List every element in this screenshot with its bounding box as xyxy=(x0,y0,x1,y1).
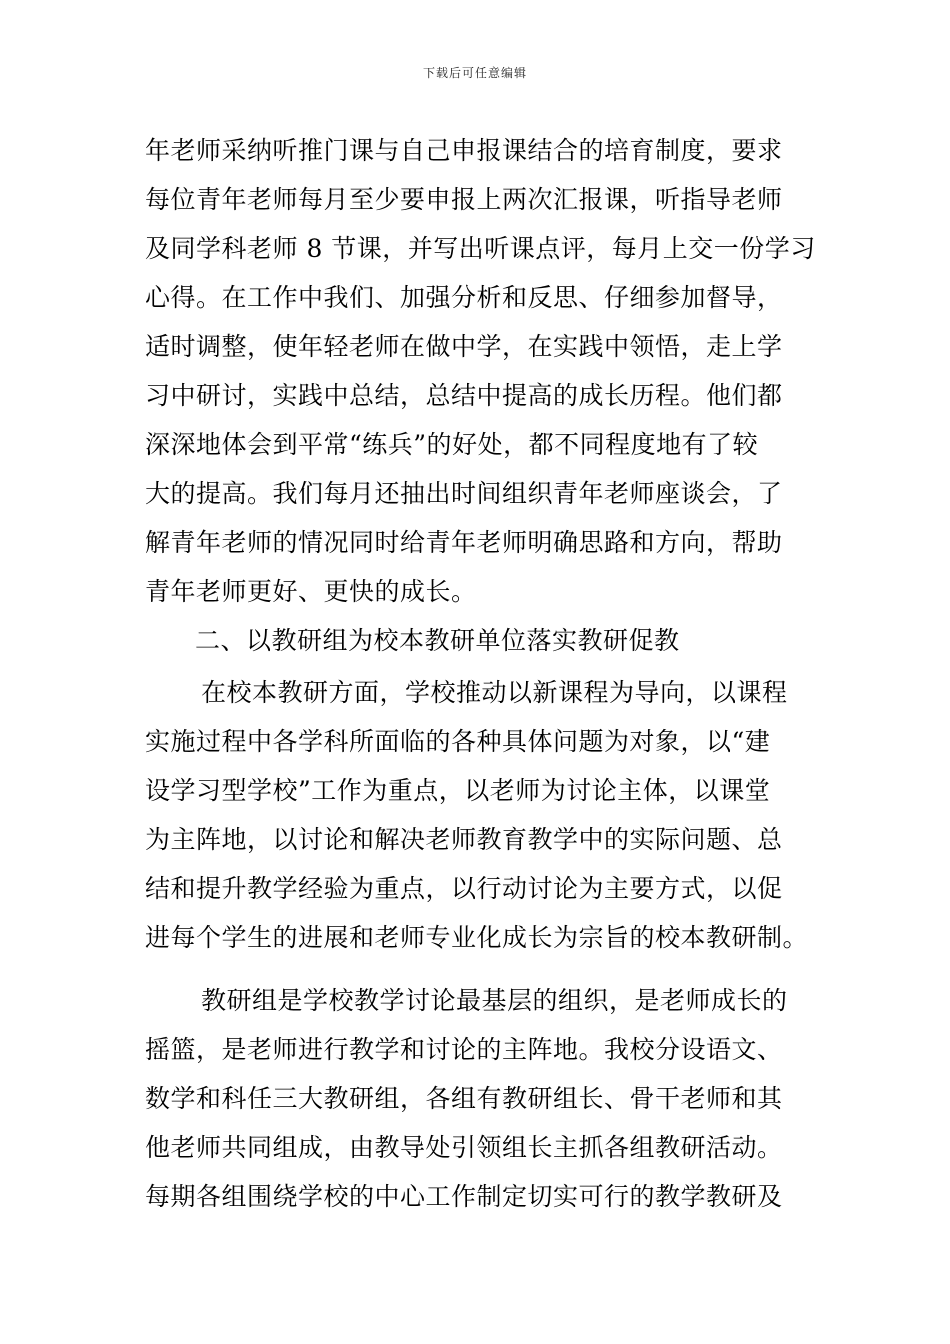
text-line: 他老师共同组成，由教导处引领组长主抓各组教研活动。 xyxy=(145,1133,783,1162)
text-line: 解青年老师的情况同时给青年老师明确思路和方向，帮助 xyxy=(145,528,783,557)
text-line: 实施过程中各学科所面临的各种具体问题为对象，以“建 xyxy=(145,727,771,756)
text-line: 为主阵地，以讨论和解决老师教育教学中的实际问题、总 xyxy=(145,825,783,854)
paragraph-first-line: 在校本教研方面，学校推动以新课程为导向，以课程 xyxy=(201,678,788,707)
header-note: 下载后可任意编辑 xyxy=(422,66,527,80)
text-line: 青年老师更好、更快的成长。 xyxy=(145,577,477,606)
text-line: 数学和科任三大教研组，各组有教研组长、骨干老师和其 xyxy=(145,1084,783,1113)
paragraph-first-line: 教研组是学校教学讨论最基层的组织，是老师成长的 xyxy=(201,986,788,1015)
text-line: 年老师采纳听推门课与自己申报课结合的培育制度，要求 xyxy=(145,136,783,165)
document-body xyxy=(145,126,815,1221)
text-line: 进每个学生的进展和老师专业化成长为宗旨的校本教研制。 xyxy=(145,923,809,952)
text-line: 结和提升教学经验为重点，以行动讨论为主要方式，以促 xyxy=(145,874,783,903)
text-line: 每期各组围绕学校的中心工作制定切实可行的教学教研及 xyxy=(145,1182,783,1211)
text-line: 每位青年老师每月至少要申报上两次汇报课，听指导老师 xyxy=(145,185,783,214)
text-line: 及同学科老师 8 节课，并写出听课点评，每月上交一份学习 xyxy=(145,234,816,263)
text-line: 设学习型学校”工作为重点，以老师为讨论主体，以课堂 xyxy=(145,776,771,805)
section-heading: 二、以教研组为校本教研单位落实教研促教 xyxy=(195,626,680,655)
text-line: 适时调整，使年轻老师在做中学，在实践中领悟，走上学 xyxy=(145,332,783,361)
text-line: 习中研讨，实践中总结，总结中提高的成长历程。他们都 xyxy=(145,381,783,410)
text-line: 深深地体会到平常“练兵”的好处，都不同程度地有了较 xyxy=(145,430,759,459)
text-line: 心得。在工作中我们、加强分析和反思、仔细参加督导， xyxy=(145,283,783,312)
text-line: 摇篮，是老师进行教学和讨论的主阵地。我校分设语文、 xyxy=(145,1035,783,1064)
text-line: 大的提高。我们每月还抽出时间组织青年老师座谈会，了 xyxy=(145,479,783,508)
